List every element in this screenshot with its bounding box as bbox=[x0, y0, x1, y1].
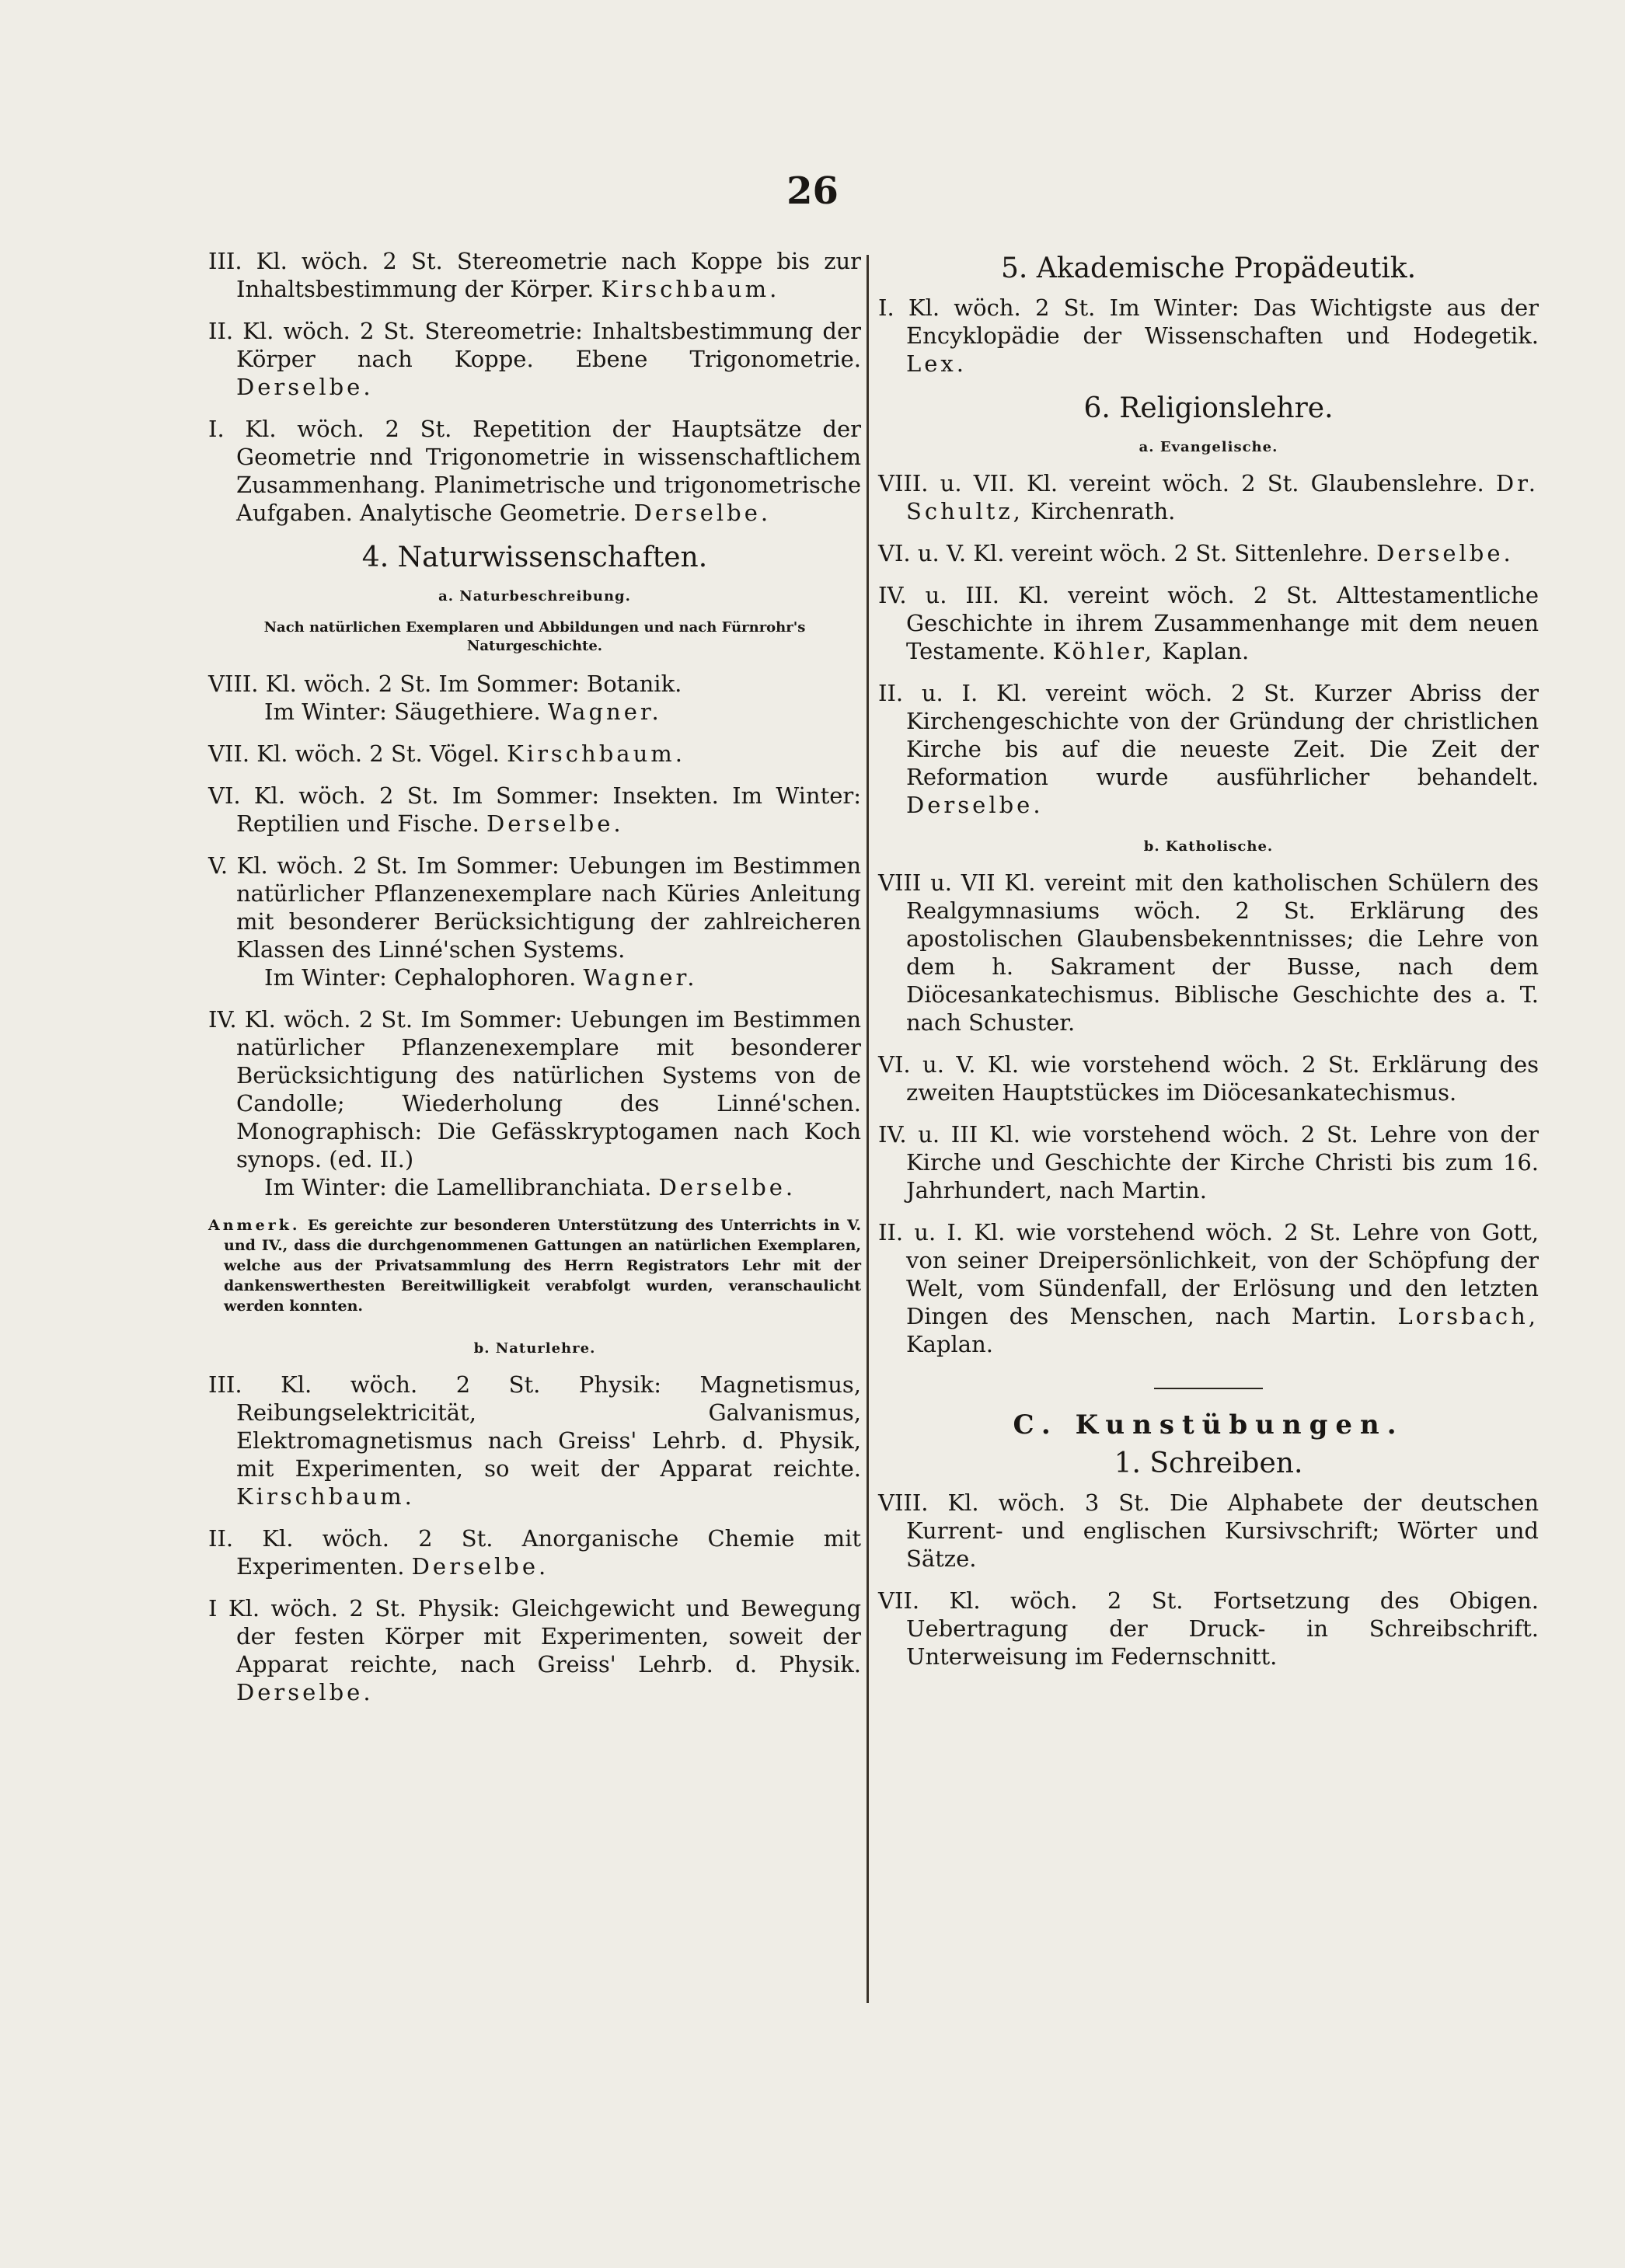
entry-text: vereint mit den katholischen Schülern des Realgymnasiums wöch. 2 St. Erklärung des apostolischen Glaubensbekenntnisses; die Lehre von dem h. Sakrament der Busse, nach dem Diöcesankatechismus. Biblische Geschichte des a. T. nach Schuster. bbox=[906, 869, 1539, 1036]
entry-text: Stereometrie nach Koppe bis zur Inhaltsbestimmung der Körper. bbox=[236, 248, 862, 302]
right-column bbox=[878, 247, 1539, 1684]
entry-text: Kurzer Abriss der Kirchengeschichte von der Gründung der christlichen Kirche bis auf die neueste Zeit. Die Zeit der Reformation wurde ausführlicher behandelt. bbox=[906, 680, 1540, 790]
section-rule bbox=[1154, 1388, 1263, 1389]
entry-text: Stereometrie: Inhaltsbestimmung der Körper nach Koppe. Ebene Trigonometrie. bbox=[236, 318, 861, 372]
entry-text: Im Sommer: Insekten. Im Winter: Reptilien und Fische. bbox=[236, 782, 862, 837]
entry-label: VIII. Kl. wöch. 2 St. bbox=[208, 671, 432, 697]
entry-text: Glaubenslehre. bbox=[1310, 470, 1484, 496]
winter-line: Im Winter: die Lamellibranchiata. Derselbe. bbox=[264, 1174, 797, 1200]
teacher-title: Kirchenrath. bbox=[1030, 498, 1176, 524]
entry-text: Anorganische Chemie mit Experimenten. bbox=[236, 1525, 861, 1580]
entry-katholisch-vi bbox=[878, 1050, 1539, 1106]
entry-stereometrie-ii bbox=[208, 317, 861, 401]
subheading-naturbeschreibung: a. Naturbeschreibung. bbox=[438, 588, 631, 604]
page-number: 26 bbox=[786, 169, 839, 213]
entry-text: Die Alphabete der deutschen Kurrent- und englischen Kursivschrift; Wörter und Sätze. bbox=[906, 1489, 1540, 1572]
subheading-naturlehre: b. Naturlehre. bbox=[473, 1340, 596, 1357]
entry-text: Im Winter: Das Wichtigste aus der Encyklopädie der Wissenschaften und Hodegetik. bbox=[906, 294, 1539, 349]
entry-label: I. Kl. wöch. 2 St. bbox=[878, 294, 1096, 321]
teacher-name: Kirschbaum. bbox=[601, 276, 780, 302]
winter-line: Im Winter: Säugethiere. Wagner. bbox=[264, 699, 662, 725]
entry-text: Physik: Magnetismus, Reibungselektricität, Galvanismus, Elektromagnetismus nach Greiss' Lehrb. d. Physik, mit Experimenten, so weit der Apparat reichte. bbox=[236, 1371, 861, 1482]
entry-text: Fortsetzung des Obigen. Uebertragung der Druck- in Schreibschrift. Unterweisung im Federnschnitt. bbox=[906, 1587, 1540, 1670]
entry-text: Im Sommer: Uebungen im Bestimmen natürlicher Pflanzenexemplare mit besonderer Berücksichtigung des natürlichen Systems von de Candolle; Wiederholung des Linné'schen. Monographisch: Die Gefässkryptogamen nach Koch synops. (ed. II.) bbox=[236, 1006, 861, 1172]
entry-text: Im Sommer: Uebungen im Bestimmen natürlicher Pflanzenexemplare nach Küries Anleitung mit besonderer Berücksichtigung der zahlreicheren Klassen des Linné'schen Systems. bbox=[236, 852, 862, 963]
entry-stereometrie-iii bbox=[208, 247, 861, 303]
entry-kirchengeschichte bbox=[878, 679, 1539, 819]
entry-chemie-ii bbox=[208, 1524, 861, 1580]
entry-label: VI. u. V. Kl. vereint wöch. 2 St. bbox=[878, 540, 1228, 566]
entry-glaubenslehre bbox=[878, 469, 1539, 525]
entry-label: VII. Kl. wöch. 2 St. bbox=[878, 1587, 1184, 1614]
teacher-name: Kirschbaum. bbox=[507, 740, 685, 767]
entry-schreiben-viii bbox=[878, 1489, 1539, 1573]
entry-encyklopaedie bbox=[878, 294, 1539, 378]
subheading-katholische: b. Katholische. bbox=[1143, 838, 1274, 855]
entry-schreiben-vii bbox=[878, 1587, 1539, 1671]
entry-label: I. Kl. wöch. 2 St. bbox=[208, 416, 452, 442]
winter-line: Im Winter: Cephalophoren. Wagner. bbox=[264, 964, 698, 991]
teacher-name: Wagner. bbox=[583, 964, 698, 991]
entry-label: IV. u. III Kl. bbox=[878, 1121, 1020, 1148]
teacher-name: Derselbe. bbox=[906, 792, 1044, 818]
teacher-name: Derselbe. bbox=[486, 810, 624, 837]
entry-pflanzen-v bbox=[208, 852, 861, 991]
section-heading-kunstuebungen: C. Kunstübungen. bbox=[1013, 1409, 1404, 1441]
teacher-title: Kaplan. bbox=[906, 1331, 993, 1357]
entry-label: VIII u. VII Kl. bbox=[878, 869, 1036, 896]
entry-text: Im Sommer: Botanik. bbox=[438, 671, 682, 697]
section-heading-naturwissenschaften: 4. Naturwissenschaften. bbox=[361, 542, 708, 573]
teacher-name: Derselbe. bbox=[1376, 540, 1514, 566]
teacher-name: Derselbe. bbox=[633, 500, 772, 526]
teacher-name: Derselbe. bbox=[411, 1553, 549, 1580]
teacher-name: Kirschbaum. bbox=[236, 1483, 415, 1510]
entry-label: V. Kl. wöch. 2 St. bbox=[208, 852, 408, 879]
note-exemplare: Nach natürlichen Exemplaren und Abbildungen und nach Fürnrohr's Naturgeschichte. bbox=[263, 619, 806, 654]
entry-insekten-vi bbox=[208, 782, 861, 838]
entry-sittenlehre bbox=[878, 539, 1539, 567]
teacher-name: Lorsbach, bbox=[1397, 1303, 1539, 1329]
teacher-name: Lex. bbox=[906, 350, 967, 377]
entry-label: VIII. u. VII. Kl. vereint wöch. 2 St. bbox=[878, 470, 1299, 496]
entry-text: wie vorstehend wöch. 2 St. Erklärung des zweiten Hauptstückes im Diöcesankatechismus. bbox=[906, 1051, 1539, 1106]
entry-geometrie-i bbox=[208, 415, 861, 527]
entry-katholisch-viii bbox=[878, 869, 1539, 1036]
teacher-name: Derselbe. bbox=[658, 1174, 797, 1200]
entry-alttestamentliche bbox=[878, 581, 1539, 665]
entry-text: Repetition der Hauptsätze der Geometrie nnd Trigonometrie in wissenschaftlichem Zusammenhang. Planimetrische und trigonometrische Aufgaben. Analytische Geometrie. bbox=[236, 416, 862, 526]
entry-text: Alttestamentliche Geschichte in ihrem Zusammenhange mit dem neuen Testamente. bbox=[906, 582, 1540, 664]
entry-label: II. Kl. wöch. 2 St. bbox=[208, 318, 416, 344]
subheading-evangelische: a. Evangelische. bbox=[1139, 439, 1278, 455]
entry-label: IV. u. III. Kl. vereint wöch. 2 St. bbox=[878, 582, 1318, 608]
section-heading-propaedeutik: 5. Akademische Propädeutik. bbox=[1000, 253, 1417, 284]
entry-label: VII. Kl. wöch. 2 St. bbox=[208, 740, 423, 767]
teacher-name: Dr. Schultz, bbox=[906, 470, 1540, 524]
annotation-text: Es gereichte zur besonderen Unterstützung des Unterrichts in V. und IV., dass die durchgenommenen Gattungen an natürlichen Exemplaren, welche aus der Privatsammlung des Herrn Registrators Lehr mit der dankenswerthesten Bereitwilligkeit verabfolgt wurden, veranschaulicht werden konnten. bbox=[224, 1217, 861, 1315]
entry-katholisch-iv bbox=[878, 1120, 1539, 1204]
entry-label: VI. Kl. wöch. 2 St. bbox=[208, 782, 439, 809]
entry-text: Physik: Gleichgewicht und Bewegung der festen Körper mit Experimenten, soweit der Apparat reichte, nach Greiss' Lehrb. d. Physik. bbox=[236, 1595, 862, 1677]
entry-label: II. u. I. Kl. vereint wöch. 2 St. bbox=[878, 680, 1295, 706]
entry-label: III. Kl. wöch. 2 St. bbox=[208, 248, 443, 274]
left-column bbox=[208, 247, 861, 1720]
section-heading-religionslehre: 6. Religionslehre. bbox=[1083, 392, 1334, 424]
teacher-name: Köhler, bbox=[1052, 638, 1156, 664]
entry-katholisch-ii bbox=[878, 1218, 1539, 1358]
entry-text: wie vorstehend wöch. 2 St. Lehre von Gott, von seiner Dreipersönlichkeit, von der Schöpfung der Welt, vom Sündenfall, der Erlösung und den letzten Dingen des Menschen, nach Martin. bbox=[906, 1219, 1539, 1329]
entry-label: VIII. Kl. wöch. 3 St. bbox=[878, 1489, 1151, 1516]
entry-label: II. u. I. Kl. bbox=[878, 1219, 1006, 1245]
annotation-note bbox=[208, 1215, 861, 1316]
entry-label: IV. Kl. wöch. 2 St. bbox=[208, 1006, 413, 1033]
entry-physik-iii bbox=[208, 1371, 861, 1510]
entry-voegel-vii bbox=[208, 740, 861, 768]
entry-botanik-viii bbox=[208, 670, 861, 726]
teacher-name: Wagner. bbox=[547, 699, 662, 725]
entry-label: III. Kl. wöch. 2 St. bbox=[208, 1371, 541, 1398]
column-divider bbox=[867, 255, 869, 2003]
entry-text: Sittenlehre. bbox=[1234, 540, 1369, 566]
annotation-label: Anmerk. bbox=[208, 1217, 301, 1234]
entry-text: Vögel. bbox=[429, 740, 500, 767]
entry-label: I Kl. wöch. 2 St. bbox=[208, 1595, 407, 1622]
entry-label: VI. u. V. Kl. bbox=[878, 1051, 1020, 1078]
entry-label: II. Kl. wöch. 2 St. bbox=[208, 1525, 493, 1552]
entry-physik-i bbox=[208, 1594, 861, 1706]
teacher-title: Kaplan. bbox=[1162, 638, 1250, 664]
entry-pflanzen-iv bbox=[208, 1005, 861, 1201]
teacher-name: Derselbe. bbox=[236, 1679, 374, 1705]
entry-text: wie vorstehend wöch. 2 St. Lehre von der Kirche und Geschichte der Kirche Christi bis zum 16. Jahrhundert, nach Martin. bbox=[906, 1121, 1540, 1204]
teacher-name: Derselbe. bbox=[236, 374, 374, 400]
section-heading-schreiben: 1. Schreiben. bbox=[1114, 1448, 1303, 1479]
